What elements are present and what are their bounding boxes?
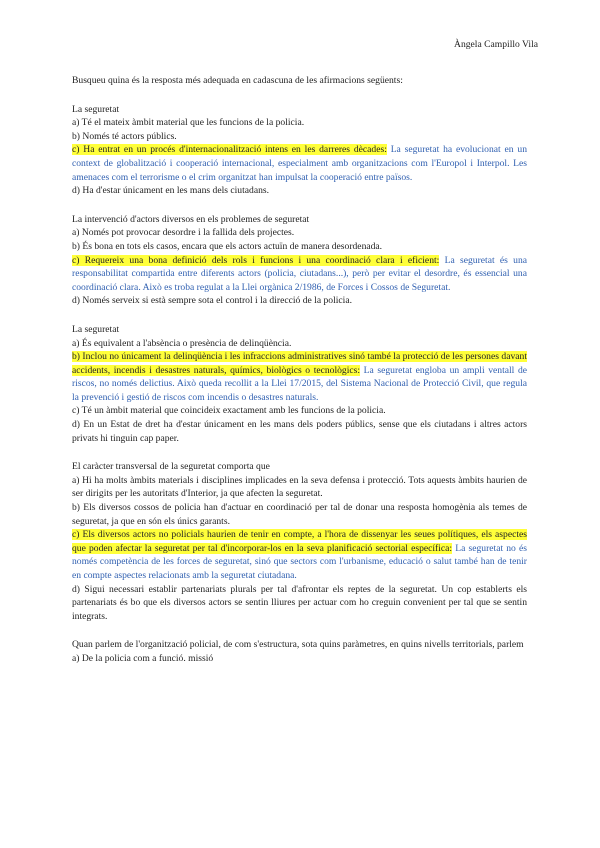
option: c) Té un àmbit material que coincideix exactament amb les funcions de la policia. — [72, 405, 386, 417]
question-block — [72, 103, 527, 198]
option: b) Només té actors públics. — [72, 130, 177, 142]
correct-option — [72, 254, 527, 295]
question-block — [72, 460, 527, 623]
option: a) És equivalent a l'absència o presència de delinqüència. — [72, 337, 292, 349]
option: a) Té el mateix àmbit material que les funcions de la policia. — [72, 117, 305, 129]
highlighted-answer: c) Ha entrat en un procés d'internacionalització intens en les darreres dècades: — [72, 144, 387, 156]
correct-option — [72, 350, 527, 404]
option: d) En un Estat de dret ha d'estar únicament en les mans dels poders públics, sense que els ciutadans i altres actors privats hi tinguin cap paper. — [72, 419, 527, 444]
correct-option — [72, 143, 527, 184]
option: b) Els diversos cossos de policia han d'actuar en coordinació per tal de donar una resposta homogènia als temes de seguretat, ja que en són els únics garants. — [72, 502, 527, 527]
highlighted-answer: b) Inclou no únicament la delinqüència i les infraccions administratives sinó també la protecció de les persones davant accidents, incendis i desastres naturals, químics, biològics o tecnològics: — [72, 351, 527, 376]
answer-explanation: La seguretat no és només competència de les forces de seguretat, sinó que sectors com l'urbanisme, educació o salut també han de tenir en compte aspectes relacionats amb la seguretat ciutadana. — [72, 542, 527, 581]
highlighted-answer: c) Els diversos actors no policials haurien de tenir en compte, a l'hora de dissenyar les seues polítiques, els aspectes que poden afectar la seguretat per tal d'incorporar-los en la seva planificació sectorial específica: — [72, 529, 527, 554]
author-header: Àngela Campillo Vila — [454, 39, 538, 50]
answer-explanation: La seguretat ha evolucionat en un context de globalització i cooperació internacional, especialment amb organitzacions com l'Europol i Interpol. Les amenaces com el terrorisme o el crim organitzat han impulsat la cooperació entre països. — [72, 144, 527, 183]
instructions: Busqueu quina és la resposta més adequada en cadascuna de les afirmacions següents: — [72, 75, 403, 86]
option: a) De la policia com a funció. missió — [72, 652, 214, 664]
answer-explanation: La seguretat engloba un ampli ventall de riscos, no només delictius. Això queda recollit a la Llei 17/2015, del Sistema Nacional de Protecció Civil, que regula la prevenció i gestió de riscos com incendis o desastres naturals. — [72, 364, 527, 403]
question-title: La intervenció d'actors diversos en els problemes de seguretat — [72, 213, 310, 225]
option: d) Ha d'estar únicament en les mans dels ciutadans. — [72, 185, 270, 197]
option: a) Hi ha molts àmbits materials i disciplines implicades en la seva defensa i protecció. Tots aquests àmbits haurien de ser dirigits per les autoritats d'Interior, ja que afecten la seguretat. — [72, 474, 527, 500]
option: a) Només pot provocar desordre i la fallida dels projectes. — [72, 227, 295, 239]
question-block — [72, 638, 527, 665]
correct-option — [72, 528, 527, 582]
option: d) Només serveix si està sempre sota el control i la direcció de la policia. — [72, 295, 352, 307]
question-title: Quan parlem de l'organització policial, de com s'estructura, sota quins paràmetres, en quins nivells territorials, parlem — [72, 639, 524, 651]
question-block — [72, 323, 527, 445]
option: b) És bona en tots els casos, encara que els actors actuïn de manera desordenada. — [72, 240, 383, 252]
question-block — [72, 213, 527, 308]
answer-explanation: La seguretat és una responsabilitat compartida entre diferents actors (policia, ciutadans...), però per evitar el desordre, és essencial una coordinació clara. Això es troba regulat a la Llei orgànica 2/1986, de Forces i Cossos de Seguretat. — [72, 254, 527, 293]
question-title: La seguretat — [72, 103, 120, 115]
document-body — [72, 74, 527, 681]
highlighted-answer: c) Requereix una bona definició dels rols i funcions i una coordinació clara i eficient: — [72, 254, 440, 266]
option: d) Sigui necessari establir partenariats plurals per tal d'afrontar els reptes de la seguretat. Un cop establerts els partenariats és bo que els diversos actors se sentin lliures per actuar com ho creguin convenient per tal que se sentin integrats. — [72, 583, 527, 622]
question-title: La seguretat — [72, 323, 120, 335]
question-title: El caràcter transversal de la seguretat comporta que — [72, 461, 270, 473]
